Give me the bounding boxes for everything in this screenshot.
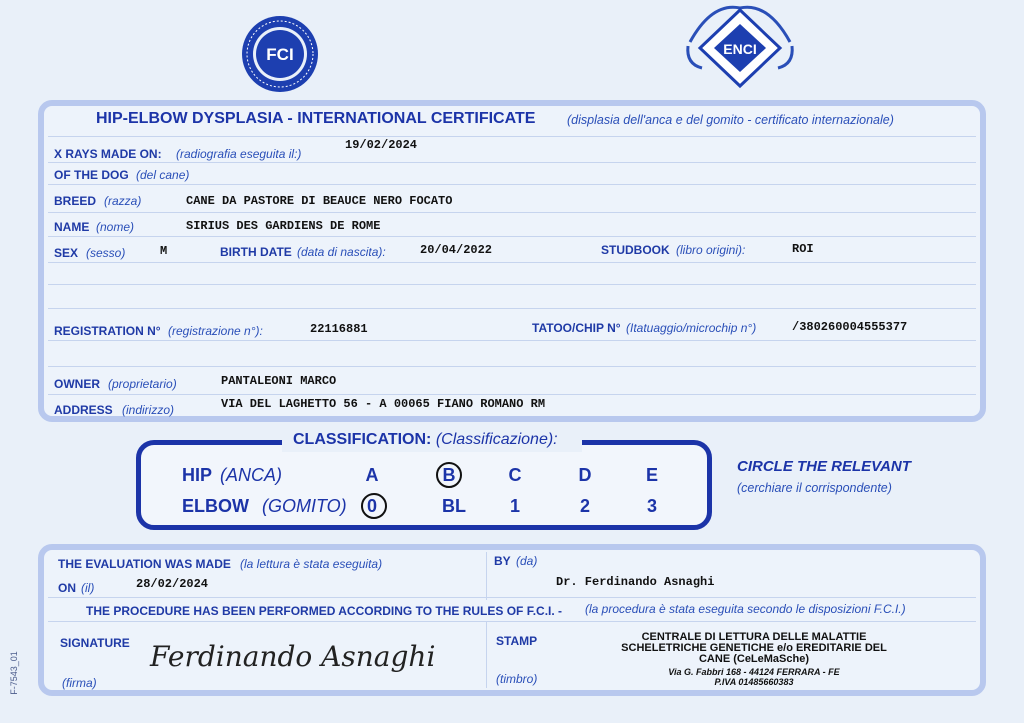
registration-label-it: (registrazione n°): bbox=[168, 324, 263, 338]
hip-grade-e[interactable]: E bbox=[645, 465, 658, 485]
address-label-it: (indirizzo) bbox=[122, 403, 175, 417]
hip-label: HIP bbox=[182, 465, 213, 485]
procedure-label: THE PROCEDURE HAS BEEN PERFORMED ACCORDING TO THE RULES OF F.C.I. - bbox=[86, 604, 563, 618]
address-value: VIA DEL LAGHETTO 56 - A 00065 FIANO ROMANO RM bbox=[221, 397, 546, 411]
breed-label: BREED bbox=[54, 194, 97, 208]
hip-label-it: (ANCA) bbox=[220, 465, 282, 485]
address-label: ADDRESS bbox=[54, 403, 113, 417]
stamp-line-2: SCHELETRICHE GENETICHE e/o EREDITARIE DEL bbox=[621, 642, 887, 654]
studbook-label: STUDBOOK bbox=[601, 243, 670, 257]
owner-value: PANTALEONI MARCO bbox=[221, 374, 337, 388]
certificate-title-it: (displasia dell'anca e del gomito - certificato internazionale) bbox=[567, 113, 894, 127]
certificate-title: HIP-ELBOW DYSPLASIA - INTERNATIONAL CERTIFICATE bbox=[96, 110, 536, 127]
stamp-block bbox=[604, 632, 904, 687]
hip-grade-c[interactable]: C bbox=[508, 465, 522, 485]
name-label-it: (nome) bbox=[96, 220, 135, 234]
xrays-label: X RAYS MADE ON: bbox=[54, 147, 162, 161]
owner-label-it: (proprietario) bbox=[108, 377, 177, 391]
elbow-label: ELBOW bbox=[182, 496, 249, 516]
evaluation-made-label: THE EVALUATION WAS MADE bbox=[58, 557, 231, 571]
form-code: F-7543_01 bbox=[8, 651, 19, 695]
xrays-label-it: (radiografia eseguita il:) bbox=[176, 147, 302, 161]
classification-title-it: (Classificazione): bbox=[435, 431, 558, 448]
elbow-grade-3[interactable]: 3 bbox=[646, 496, 657, 516]
classification-title bbox=[293, 431, 558, 449]
evaluator-value: Dr. Ferdinando Asnaghi bbox=[556, 575, 715, 589]
xrays-value: 19/02/2024 bbox=[345, 138, 418, 152]
by-label: BY bbox=[494, 554, 511, 568]
hip-grade-d[interactable]: D bbox=[578, 465, 592, 485]
name-value: SIRIUS DES GARDIENS DE ROME bbox=[186, 219, 381, 233]
birth-date-value: 20/04/2022 bbox=[420, 243, 493, 257]
on-label: ON bbox=[58, 581, 76, 595]
signature-label-it: (firma) bbox=[62, 676, 97, 690]
on-label-it: (il) bbox=[81, 581, 95, 595]
stamp-vat: P.IVA 01485660383 bbox=[714, 677, 794, 687]
procedure-label-it: (la procedura è stata eseguita secondo le disposizioni F.C.I.) bbox=[585, 602, 906, 616]
classification-title-label: CLASSIFICATION: bbox=[293, 431, 432, 448]
elbow-grade-1[interactable]: 1 bbox=[509, 496, 520, 516]
registration-value: 22116881 bbox=[310, 322, 368, 336]
sex-label: SEX bbox=[54, 246, 79, 260]
elbow-grade-bl[interactable]: BL bbox=[442, 496, 466, 516]
elbow-selected-circle bbox=[361, 493, 387, 519]
owner-label: OWNER bbox=[54, 377, 100, 391]
hip-grade-b[interactable]: B bbox=[442, 465, 456, 485]
sex-value: M bbox=[160, 244, 168, 258]
studbook-label-it: (libro origini): bbox=[676, 243, 746, 257]
stamp-line-1: CENTRALE DI LETTURA DELLE MALATTIE bbox=[641, 631, 867, 643]
chip-value: /380260004555377 bbox=[792, 320, 908, 334]
signature-value: Ferdinando Asnaghi bbox=[150, 640, 436, 673]
breed-label-it: (razza) bbox=[104, 194, 142, 208]
fci-logo-text: FCI bbox=[266, 45, 294, 64]
circle-relevant-label: CIRCLE THE RELEVANT bbox=[737, 458, 911, 475]
evaluation-made-label-it: (la lettura è stata eseguita) bbox=[240, 557, 383, 571]
enci-logo-text: ENCI bbox=[723, 41, 757, 57]
sex-label-it: (sesso) bbox=[86, 246, 126, 260]
elbow-grade-0[interactable]: 0 bbox=[366, 496, 377, 516]
evaluation-date-value: 28/02/2024 bbox=[136, 577, 209, 591]
stamp-label: STAMP bbox=[496, 634, 538, 648]
studbook-value: ROI bbox=[792, 242, 814, 256]
birth-date-label-it: (data di nascita): bbox=[297, 245, 386, 259]
breed-value: CANE DA PASTORE DI BEAUCE NERO FOCATO bbox=[186, 194, 453, 208]
enci-logo bbox=[682, 2, 798, 92]
elbow-label-it: (GOMITO) bbox=[262, 496, 347, 516]
birth-date-label: BIRTH DATE bbox=[220, 245, 292, 259]
signature-label: SIGNATURE bbox=[60, 636, 130, 650]
registration-label: REGISTRATION N° bbox=[54, 324, 161, 338]
fci-logo bbox=[240, 14, 320, 94]
chip-label-it: (Itatuaggio/microchip n°) bbox=[626, 321, 757, 335]
of-dog-label-it: (del cane) bbox=[136, 168, 190, 182]
elbow-grade-2[interactable]: 2 bbox=[579, 496, 590, 516]
hip-selected-circle bbox=[436, 462, 462, 488]
name-label: NAME bbox=[54, 220, 90, 234]
of-dog-label: OF THE DOG bbox=[54, 168, 129, 182]
stamp-address: Via G. Fabbri 168 - 44124 FERRARA - FE bbox=[668, 667, 840, 677]
stamp-label-it: (timbro) bbox=[496, 672, 538, 686]
stamp-line-3: CANE (CeLeMaSche) bbox=[698, 653, 810, 665]
hip-grade-a[interactable]: A bbox=[365, 465, 379, 485]
by-label-it: (da) bbox=[516, 554, 538, 568]
chip-label: TATOO/CHIP N° bbox=[532, 321, 621, 335]
circle-relevant-label-it: (cerchiare il corrispondente) bbox=[737, 481, 892, 495]
